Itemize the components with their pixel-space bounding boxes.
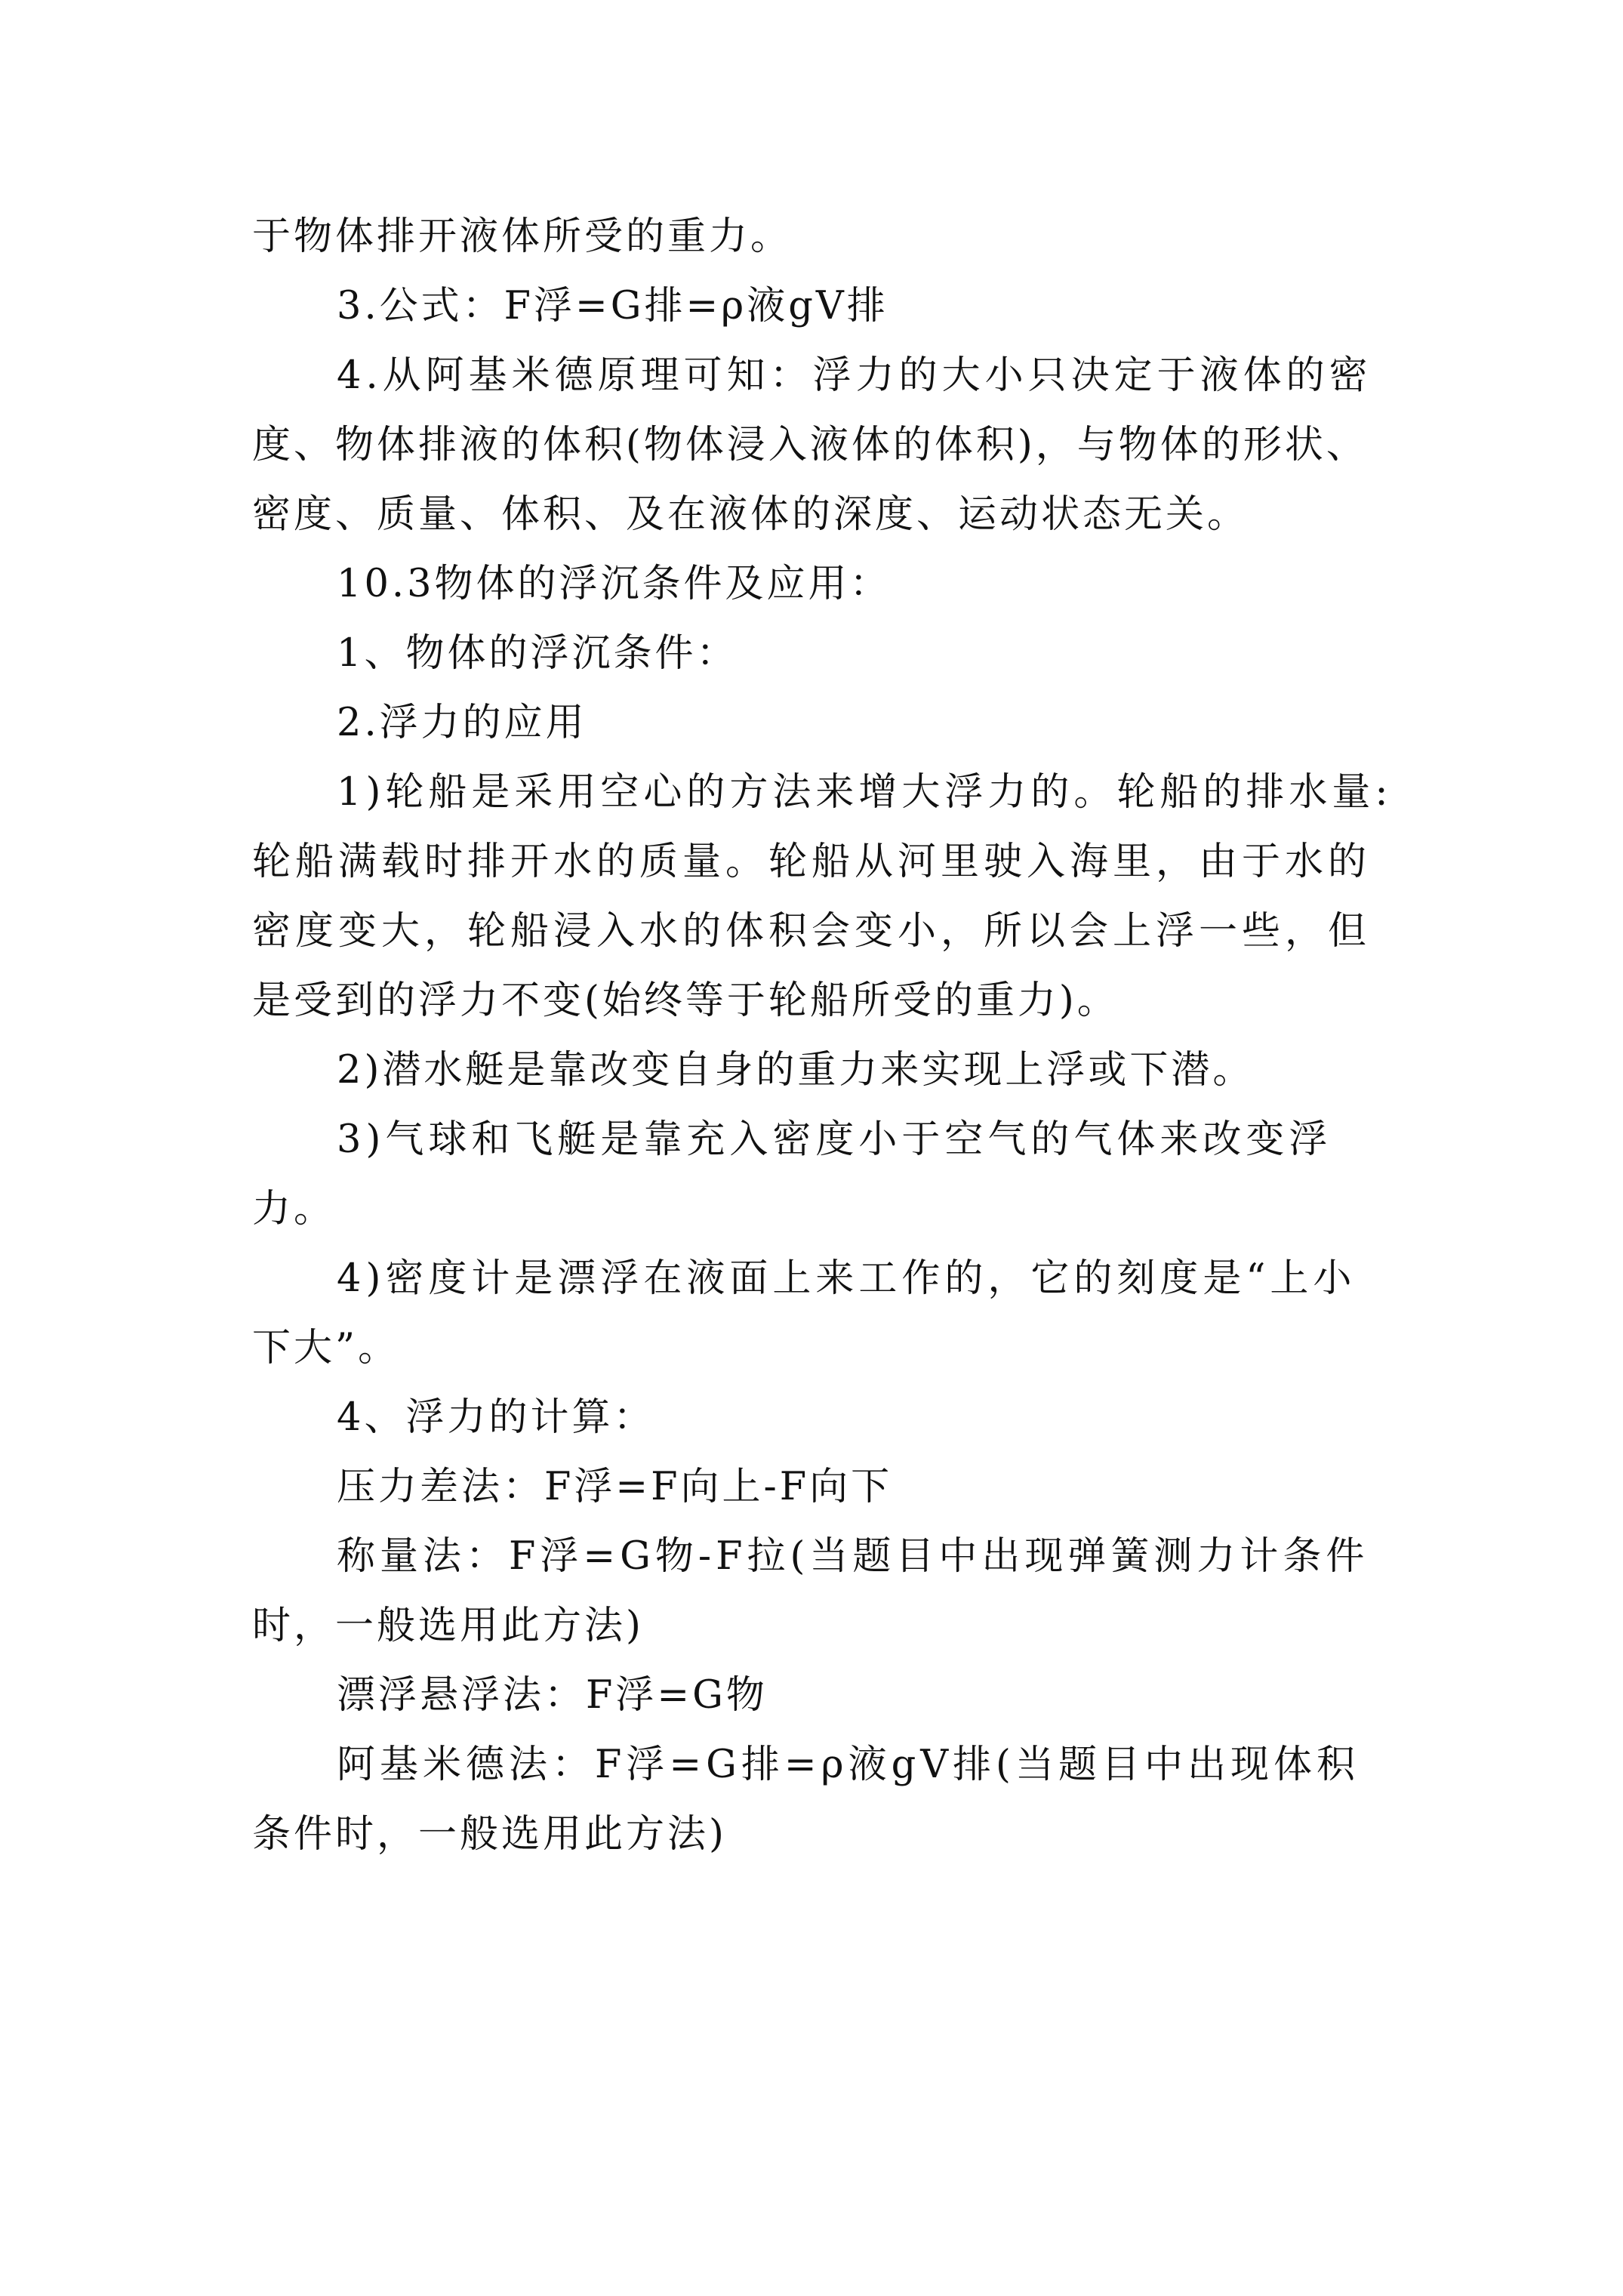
text-line-pressure-difference-method: 压力差法：F浮=F向上-F向下 — [337, 1465, 893, 1509]
text-line-archimedes-method: 阿基米德法：F浮=G排=ρ液gV排(当题目中出现体积 — [337, 1743, 1360, 1787]
text-line-balloon-cont: 力。 — [252, 1187, 336, 1231]
text-line-hydrometer-cont: 下大”。 — [252, 1326, 400, 1370]
text-line-weighing-method: 称量法：F浮=G物-F拉(当题目中出现弹簧测力计条件 — [337, 1534, 1369, 1579]
text-line-archimedes-method-cont: 条件时，一般选用此方法) — [252, 1812, 727, 1857]
text-line-hydrometer: 4)密度计是漂浮在液面上来工作的，它的刻度是“上小 — [337, 1256, 1357, 1301]
text-line-balloon: 3)气球和飞艇是靠充入密度小于空气的气体来改变浮 — [337, 1117, 1332, 1162]
text-line-float-sink-conditions: 1、物体的浮沉条件： — [337, 631, 738, 676]
text-line-ship: 1)轮船是采用空心的方法来增大浮力的。轮船的排水量: — [337, 770, 1393, 815]
text-line-ship-cont-2: 密度变大，轮船浸入水的体积会变小，所以会上浮一些，但 — [252, 909, 1372, 954]
document-body — [252, 202, 1393, 1869]
text-line-ship-cont-3: 是受到的浮力不变(始终等于轮船所受的重力)。 — [252, 978, 1119, 1023]
section-heading-10-3: 10.3物体的浮沉条件及应用： — [337, 562, 892, 606]
text-line-continuation: 于物体排开液体所受的重力。 — [252, 214, 793, 259]
text-line-weighing-method-cont: 时，一般选用此方法) — [252, 1604, 644, 1648]
text-line-archimedes-point: 4.从阿基米德原理可知：浮力的大小只决定于液体的密 — [337, 353, 1372, 398]
text-line-archimedes-cont-1: 度、物体排液的体积(物体浸入液体的体积)，与物体的形状、 — [252, 423, 1368, 467]
text-line-ship-cont-1: 轮船满载时排开水的质量。轮船从河里驶入海里，由于水的 — [252, 840, 1372, 884]
text-line-formula: 3.公式：F浮=G排=ρ液gV排 — [337, 284, 888, 328]
text-line-floating-suspension-method: 漂浮悬浮法：F浮=G物 — [337, 1673, 768, 1718]
text-line-submarine: 2)潜水艇是靠改变自身的重力来实现上浮或下潜。 — [337, 1048, 1255, 1093]
text-line-archimedes-cont-2: 密度、质量、体积、及在液体的深度、运动状态无关。 — [252, 492, 1249, 537]
text-line-buoyancy-applications: 2.浮力的应用 — [337, 701, 587, 745]
text-line-buoyancy-calculation: 4、浮力的计算： — [337, 1395, 655, 1440]
